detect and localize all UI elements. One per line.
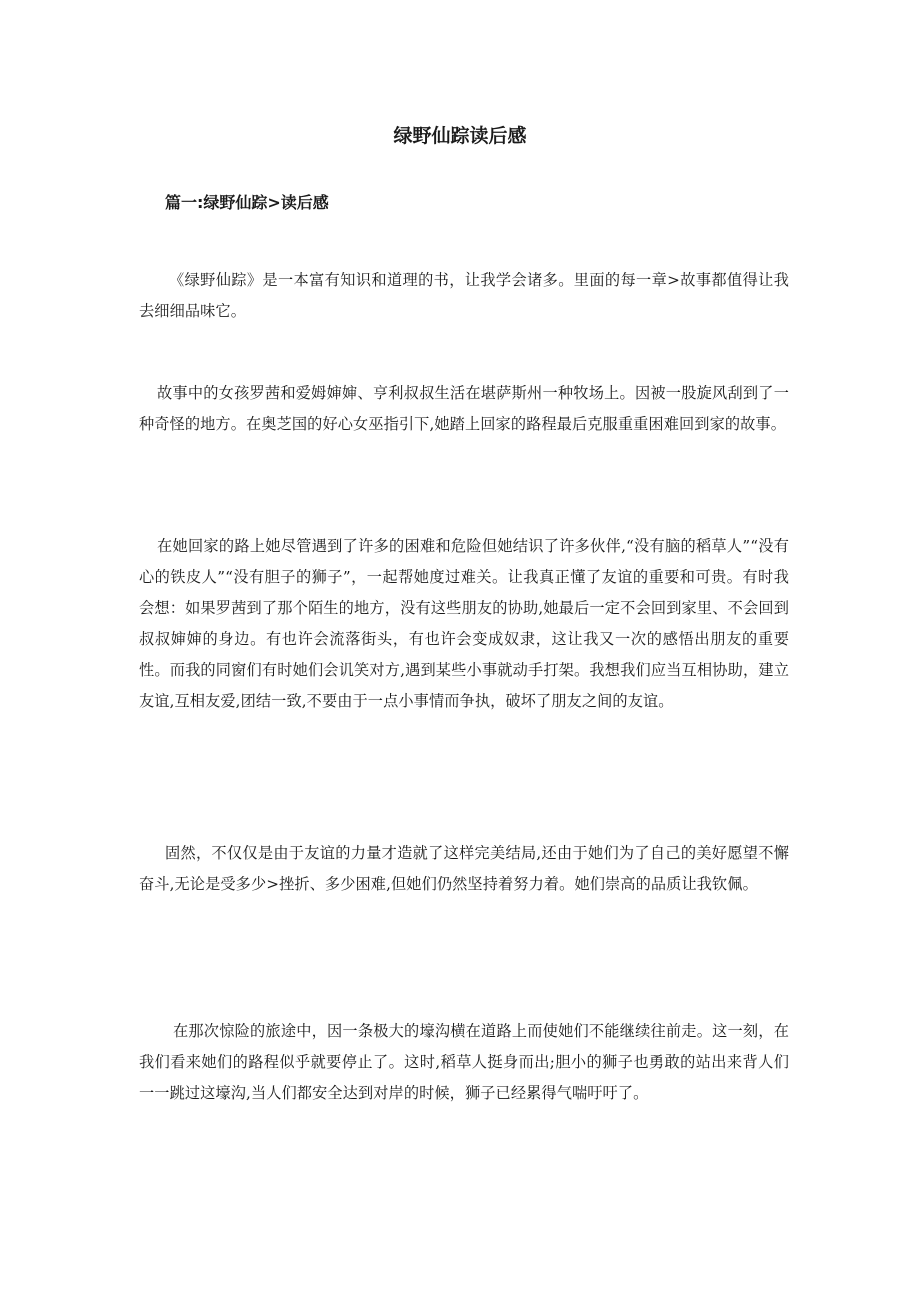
paragraph-2: 故事中的女孩罗茜和爱姆婶婶、亨利叔叔生活在堪萨斯州一种牧场上。因被一股旋风刮到了一种奇怪的地方。在奥芝国的好心女巫指引下,她踏上回家的路程最后克服重重困难回到家的故事。: [139, 384, 789, 433]
paragraph-1: 《绿野仙踪》是一本富有知识和道理的书，让我学会诸多。里面的每一章>故事都值得让我去细细品味它。: [139, 271, 789, 320]
section-heading: 篇一:绿野仙踪>读后感: [165, 193, 329, 212]
document-title: 绿野仙踪读后感: [393, 125, 527, 147]
paragraph-5: 在那次惊险的旅途中，因一条极大的壕沟横在道路上而使她们不能继续往前走。这一刻，在我们看来她们的路程似乎就要停止了。这时,稻草人挺身而出;胆小的狮子也勇敢的站出来背人们一一跳过这壕沟,当人们都安全达到对岸的时候，狮子已经累得气喘吁吁了。: [139, 1022, 789, 1102]
paragraph-4: 固然，不仅仅是由于友谊的力量才造就了这样完美结局,还由于她们为了自己的美好愿望不懈奋斗,无论是受多少>挫折、多少困难,但她们仍然坚持着努力着。她们崇高的品质让我钦佩。: [139, 844, 789, 893]
paragraph-3: 在她回家的路上她尽管遇到了许多的困难和危险但她结识了许多伙伴,“没有脑的稻草人”“没有心的铁皮人”“没有胆子的狮子”，一起帮她度过难关。让我真正懂了友谊的重要和可贵。有时我会想：如果罗茜到了那个陌生的地方，没有这些朋友的协助,她最后一定不会回到家里、不会回到叔叔婶婶的身边。有也许会流落街头，有也许会变成奴隶，这让我又一次的感悟出朋友的重要性。而我的同窗们有时她们会讥笑对方,遇到某些小事就动手打架。我想我们应当互相协助，建立友谊,互相友爱,团结一致,不要由于一点小事情而争执，破坏了朋友之间的友谊。: [139, 537, 789, 710]
